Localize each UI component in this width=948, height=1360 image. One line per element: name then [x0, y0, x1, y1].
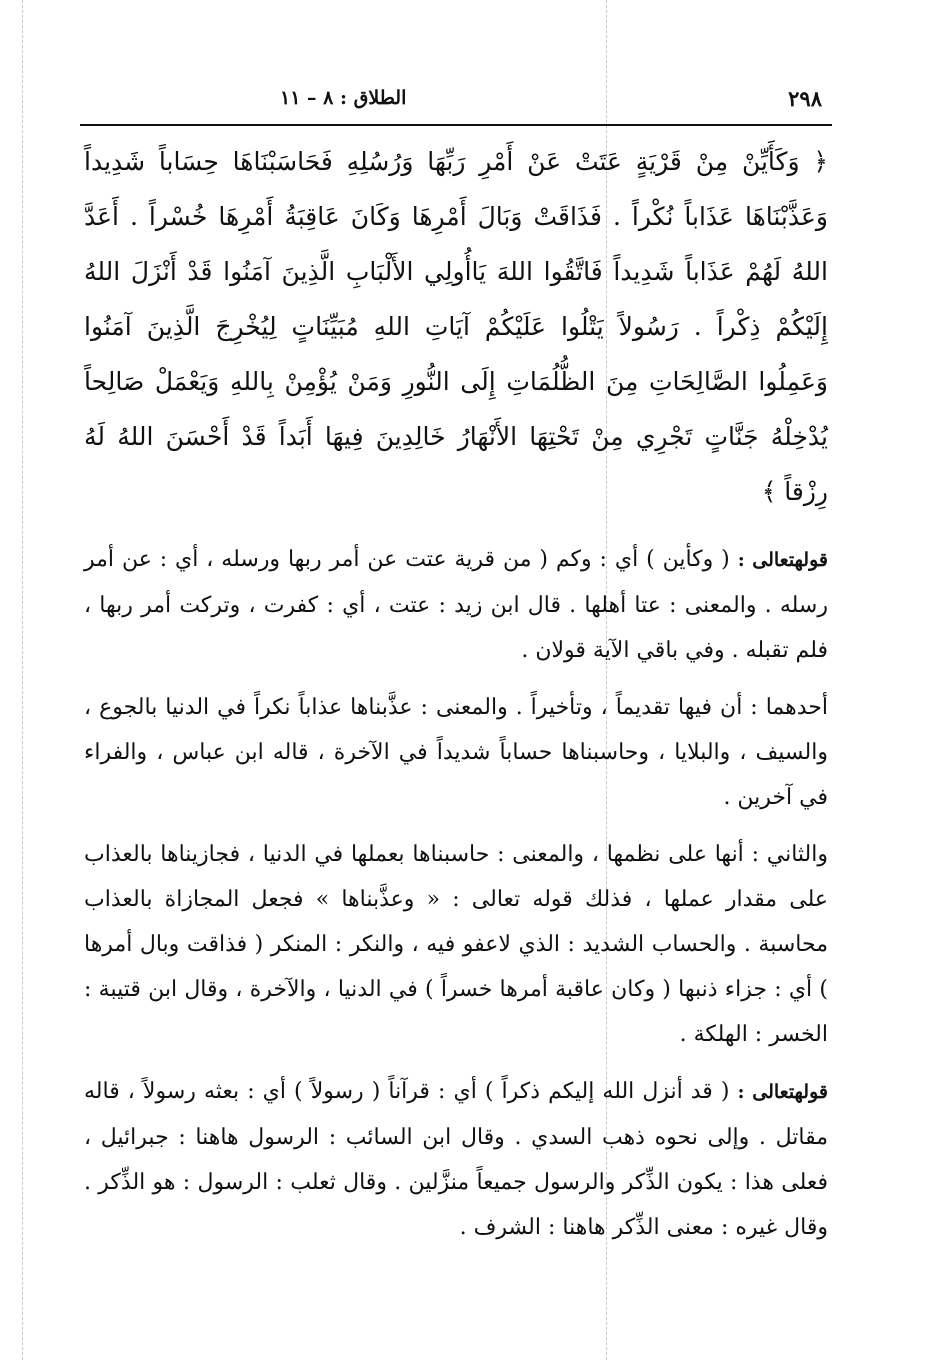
running-head: الطلاق : ٨ – ١١ — [280, 87, 407, 109]
commentary-paragraph — [80, 685, 832, 820]
commentary-paragraph — [80, 1069, 832, 1250]
paragraph-text: ( وكأين ) أي : وكم ( من قرية عتت عن أمر ربها ورسله ، أي : عن أمر رسله . والمعنى : عتا أهلها . قال ابن زيد : عتت ، أي : كفرت ، وتركت أمر ربها ، فلم تقبله . وفي باقي الآية قولان . — [84, 547, 828, 663]
quran-verses: ﴿ وَكَأَيِّنْ مِنْ قَرْيَةٍ عَتَتْ عَنْ أَمْرِ رَبِّهَا وَرُسُلِهِ فَحَاسَبْنَاهَا حِسَاباً شَدِيداً وَعَذَّبْنَاهَا عَذَاباً نُكْراً . فَذَاقَتْ وَبَالَ أَمْرِهَا وَكَانَ عَاقِبَةُ أَمْرِهَا خُسْراً . أَعَدَّ اللهُ لَهُمْ عَذَاباً شَدِيداً فَاتَّقُوا اللهَ يَاأُولِي الأَلْبَابِ الَّذِينَ آمَنُوا قَدْ أَنْزَلَ اللهُ إِلَيْكُمْ ذِكْراً . رَسُولاً يَتْلُوا عَلَيْكُمْ آيَاتِ اللهِ مُبَيِّنَاتٍ لِيُخْرِجَ الَّذِينَ آمَنُوا وَعَمِلُوا الصَّالِحَاتِ مِنَ الظُّلُمَاتِ إِلَى النُّورِ وَمَنْ يُؤْمِنْ بِاللهِ وَيَعْمَلْ صَالِحاً يُدْخِلْهُ جَنَّاتٍ تَجْرِي مِنْ تَحْتِهَا الأَنْهَارُ خَالِدِينَ فِيهَا أَبَداً قَدْ أَحْسَنَ اللهُ لَهُ رِزْقاً ﴾ — [84, 147, 828, 506]
commentary-paragraph — [80, 832, 832, 1057]
paragraph-text: أحدهما : أن فيها تقديماً ، وتأخيراً . والمعنى : عذَّبناها عذاباً نكراً في الدنيا بالجوع ، والسيف ، والبلايا ، وحاسبناها حساباً شديداً في الآخرة ، قاله ابن عباس ، والفراء في آخرين . — [84, 695, 828, 810]
commentary-paragraph — [80, 537, 832, 673]
paragraph-text: والثاني : أنها على نظمها ، والمعنى : حاسبناها بعملها في الدنيا ، فجازيناها بالعذاب على مقدار عملها ، فذلك قوله تعالى : « وعذَّبناها » فجعل المجازاة بالعذاب محاسبة . والحساب الشديد : الذي لاعفو فيه ، والنكر : المنكر ( فذاقت وبال أمرها ) أي : جزاء ذنبها ( وكان عاقبة أمرها خسراً ) في الدنيا ، والآخرة ، وقال ابن قتيبة : الخسر : الهلكة . — [84, 842, 828, 1047]
book-page — [80, 78, 832, 1250]
paragraph-text: ( قد أنزل الله إليكم ذكراً ) أي : قرآناً ( رسولاً ) أي : بعثه رسولاً ، قاله مقاتل . وإلى نحوه ذهب السدي . وقال ابن السائب : الرسول هاهنا : جبرائيل ، فعلى هذا : يكون الذِّكر والرسول جميعاً منزَّلين . وقال ثعلب : الرسول : هو الذِّكر . وقال غيره : معنى الذِّكر هاهنا : الشرف . — [84, 1079, 828, 1240]
paragraph-lead: قولهتعالى : — [737, 1081, 828, 1103]
page-number: ٢٩٨ — [788, 85, 822, 111]
header-rule — [80, 124, 832, 126]
page-header — [80, 78, 832, 118]
page-fold-line — [22, 0, 23, 1360]
paragraph-lead: قولهتعالى : — [737, 549, 828, 571]
